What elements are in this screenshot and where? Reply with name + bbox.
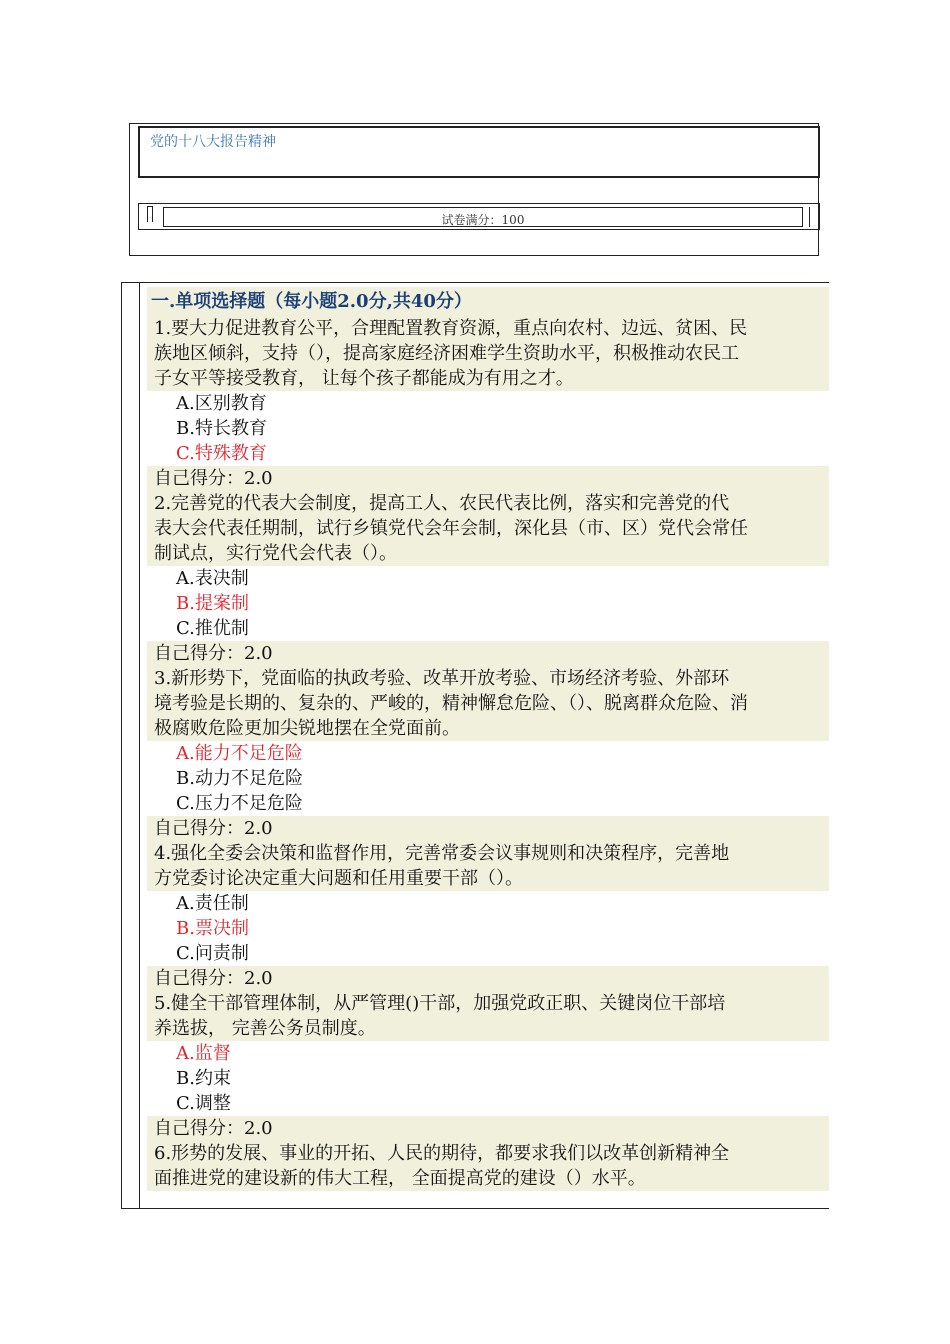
question-stem-line: 养选拔， 完善公务员制度。 [147,1016,829,1041]
question-stem-line: 6.形势的发展、事业的开拓、人民的期待，都要求我们以改革创新精神全 [147,1141,829,1166]
question-item [147,666,829,841]
question-item [147,1141,829,1191]
option[interactable]: C.调整 [147,1091,829,1116]
option[interactable]: A.区别教育 [147,391,829,416]
question-item [147,491,829,666]
question-stem-line: 制试点，实行党代会代表（）。 [147,541,829,566]
question-score: 自己得分：2.0 [147,641,829,666]
option-correct[interactable]: C.特殊教育 [147,441,829,466]
question-score: 自己得分：2.0 [147,816,829,841]
option[interactable]: A.责任制 [147,891,829,916]
question-stem-line: 4.强化全委会决策和监督作用，完善常委会议事规则和决策程序，完善地 [147,841,829,866]
full-score-box [163,207,803,227]
question-stem-line: 方党委讨论决定重大问题和任用重要干部（）。 [147,866,829,891]
question-score: 自己得分：2.0 [147,1116,829,1141]
full-score-row [138,203,820,230]
option[interactable]: C.压力不足危险 [147,791,829,816]
question-stem-line: 2.完善党的代表大会制度，提高工人、农民代表比例，落实和完善党的代 [147,491,829,516]
option-correct[interactable]: B.票决制 [147,916,829,941]
question-stem-line: 5.健全干部管理体制，从严管理()干部，加强党政正职、关键岗位干部培 [147,991,829,1016]
option-correct[interactable]: A.能力不足危险 [147,741,829,766]
option[interactable]: B.约束 [147,1066,829,1091]
option-correct[interactable]: A.监督 [147,1041,829,1066]
question-score: 自己得分：2.0 [147,966,829,991]
question-frame-divider [139,282,140,1209]
option-correct[interactable]: B.提案制 [147,591,829,616]
question-item [147,841,829,991]
question-stem-line: 3.新形势下，党面临的执政考验、改革开放考验、市场经济考验、外部环 [147,666,829,691]
question-stem-line: 表大会代表任期制，试行乡镇党代会年会制，深化县（市、区）党代会常任 [147,516,829,541]
exam-title-box [138,126,820,178]
question-score: 自己得分：2.0 [147,466,829,491]
question-item [147,991,829,1141]
question-stem-line: 族地区倾斜，支持（），提高家庭经济困难学生资助水平，积极推动农民工 [147,341,829,366]
option[interactable]: C.推优制 [147,616,829,641]
question-item [147,316,829,491]
exam-title: 党的十八大报告精神 [150,134,276,150]
option[interactable]: A.表决制 [147,566,829,591]
question-stem-line: 境考验是长期的、复杂的、严峻的，精神懈怠危险、（）、脱离群众危险、消 [147,691,829,716]
question-stem-line: 1.要大力促进教育公平，合理配置教育资源，重点向农村、边远、贫困、民 [147,316,829,341]
question-stem-line: 极腐败危险更加尖锐地摆在全党面前。 [147,716,829,741]
question-list [147,287,829,1191]
question-stem-line: 面推进党的建设新的伟大工程， 全面提高党的建设（）水平。 [147,1166,829,1191]
section-title: 一.单项选择题（每小题2.0分,共40分） [147,287,829,316]
full-score-text: 试卷满分：100 [441,213,525,227]
option[interactable]: B.动力不足危险 [147,766,829,791]
option[interactable]: B.特长教育 [147,416,829,441]
question-stem-line: 子女平等接受教育， 让每个孩子都能成为有用之才。 [147,366,829,391]
row-marker-right [809,207,819,227]
option[interactable]: C.问责制 [147,941,829,966]
row-marker [147,206,153,222]
